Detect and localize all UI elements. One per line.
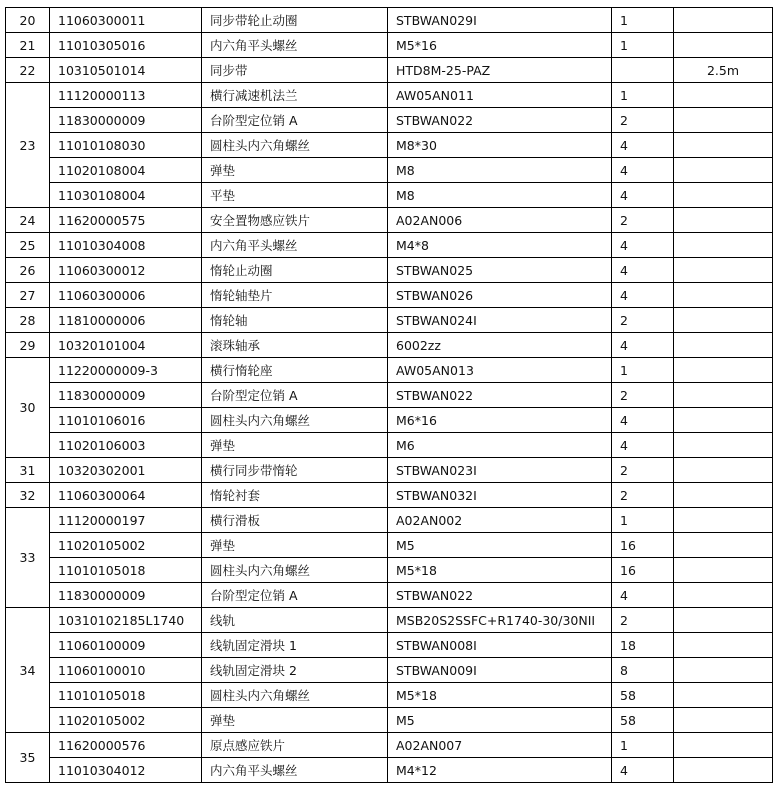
part-name-cell: 横行惰轮座 [202,358,388,383]
part-code-cell: 11020105002 [50,708,202,733]
quantity-cell: 4 [612,158,674,183]
remark-cell [674,483,773,508]
part-name-cell: 圆柱头内六角螺丝 [202,683,388,708]
part-code-cell: 11060100010 [50,658,202,683]
part-name-cell: 原点感应铁片 [202,733,388,758]
part-code-cell: 11010304008 [50,233,202,258]
remark-cell [674,383,773,408]
spec-cell: AW05AN011 [388,83,612,108]
part-name-cell: 圆柱头内六角螺丝 [202,133,388,158]
part-name-cell: 内六角平头螺丝 [202,233,388,258]
remark-cell [674,258,773,283]
part-name-cell: 弹垫 [202,708,388,733]
remark-cell [674,733,773,758]
part-code-cell: 10310102185L1740 [50,608,202,633]
spec-cell: STBWAN009I [388,658,612,683]
part-code-cell: 10310501014 [50,58,202,83]
quantity-cell: 16 [612,558,674,583]
quantity-cell: 2 [612,108,674,133]
part-code-cell: 10320302001 [50,458,202,483]
item-number-cell: 33 [6,508,50,608]
quantity-cell: 4 [612,233,674,258]
item-number-cell: 27 [6,283,50,308]
spec-cell: M6 [388,433,612,458]
table-row [6,258,773,283]
table-row [6,683,773,708]
part-name-cell: 内六角平头螺丝 [202,758,388,783]
table-row [6,358,773,383]
quantity-cell: 58 [612,708,674,733]
quantity-cell: 2 [612,608,674,633]
part-code-cell: 11060300006 [50,283,202,308]
part-name-cell: 横行同步带惰轮 [202,458,388,483]
spec-cell: M8 [388,183,612,208]
table-row [6,33,773,58]
part-name-cell: 内六角平头螺丝 [202,33,388,58]
remark-cell [674,508,773,533]
part-name-cell: 台阶型定位销 A [202,583,388,608]
spec-cell: STBWAN023I [388,458,612,483]
item-number-cell: 21 [6,33,50,58]
part-code-cell: 11620000575 [50,208,202,233]
part-code-cell: 11060300064 [50,483,202,508]
spec-cell: M4*8 [388,233,612,258]
quantity-cell: 58 [612,683,674,708]
spec-cell: M5 [388,708,612,733]
part-code-cell: 11030108004 [50,183,202,208]
spec-cell: STBWAN022 [388,583,612,608]
spec-cell: STBWAN024I [388,308,612,333]
table-row [6,558,773,583]
item-number-cell: 28 [6,308,50,333]
spec-cell: MSB20S2SSFC+R1740-30/30NII [388,608,612,633]
part-code-cell: 11120000197 [50,508,202,533]
part-code-cell: 11810000006 [50,308,202,333]
table-row [6,183,773,208]
remark-cell [674,233,773,258]
table-row [6,458,773,483]
table-row [6,583,773,608]
table-row [6,308,773,333]
remark-cell [674,208,773,233]
parts-list-body [6,8,773,783]
part-code-cell: 11830000009 [50,383,202,408]
item-number-cell: 34 [6,608,50,733]
spec-cell: STBWAN025 [388,258,612,283]
spec-cell: M5*18 [388,683,612,708]
table-row [6,208,773,233]
table-row [6,108,773,133]
part-name-cell: 线轨固定滑块 2 [202,658,388,683]
item-number-cell: 35 [6,733,50,783]
table-row [6,83,773,108]
table-row [6,483,773,508]
spec-cell: STBWAN008I [388,633,612,658]
table-row [6,408,773,433]
remark-cell [674,333,773,358]
quantity-cell: 4 [612,258,674,283]
remark-cell [674,358,773,383]
spec-cell: M5 [388,533,612,558]
spec-cell: STBWAN026 [388,283,612,308]
table-row [6,433,773,458]
quantity-cell [612,58,674,83]
part-name-cell: 惰轮轴 [202,308,388,333]
remark-cell [674,708,773,733]
remark-cell [674,308,773,333]
table-row [6,233,773,258]
part-code-cell: 11020106003 [50,433,202,458]
part-code-cell: 11060300011 [50,8,202,33]
quantity-cell: 18 [612,633,674,658]
quantity-cell: 1 [612,83,674,108]
table-row [6,533,773,558]
spec-cell: A02AN006 [388,208,612,233]
item-number-cell: 24 [6,208,50,233]
part-code-cell: 11020108004 [50,158,202,183]
table-row [6,633,773,658]
item-number-cell: 22 [6,58,50,83]
remark-cell [674,758,773,783]
part-name-cell: 线轨 [202,608,388,633]
spec-cell: M8 [388,158,612,183]
table-row [6,608,773,633]
table-row [6,383,773,408]
spec-cell: M4*12 [388,758,612,783]
item-number-cell: 20 [6,8,50,33]
quantity-cell: 1 [612,508,674,533]
part-name-cell: 横行滑板 [202,508,388,533]
part-name-cell: 滚珠轴承 [202,333,388,358]
part-name-cell: 惰轮止动圈 [202,258,388,283]
remark-cell [674,183,773,208]
table-row [6,8,773,33]
remark-cell [674,608,773,633]
part-name-cell: 弹垫 [202,158,388,183]
table-row [6,758,773,783]
part-name-cell: 圆柱头内六角螺丝 [202,408,388,433]
part-code-cell: 11060300012 [50,258,202,283]
part-code-cell: 11620000576 [50,733,202,758]
remark-cell [674,433,773,458]
item-number-cell: 29 [6,333,50,358]
remark-cell [674,133,773,158]
quantity-cell: 16 [612,533,674,558]
quantity-cell: 4 [612,133,674,158]
part-code-cell: 11830000009 [50,108,202,133]
part-name-cell: 台阶型定位销 A [202,108,388,133]
quantity-cell: 4 [612,433,674,458]
quantity-cell: 2 [612,208,674,233]
part-code-cell: 11010106016 [50,408,202,433]
spec-cell: A02AN007 [388,733,612,758]
item-number-cell: 31 [6,458,50,483]
remark-cell [674,83,773,108]
table-row [6,708,773,733]
quantity-cell: 1 [612,33,674,58]
remark-cell [674,158,773,183]
part-code-cell: 11010105018 [50,558,202,583]
quantity-cell: 4 [612,583,674,608]
part-name-cell: 惰轮轴垫片 [202,283,388,308]
part-code-cell: 11830000009 [50,583,202,608]
quantity-cell: 1 [612,733,674,758]
part-code-cell: 11120000113 [50,83,202,108]
quantity-cell: 4 [612,408,674,433]
quantity-cell: 4 [612,758,674,783]
part-name-cell: 圆柱头内六角螺丝 [202,558,388,583]
part-name-cell: 同步带 [202,58,388,83]
item-number-cell: 26 [6,258,50,283]
part-code-cell: 11010108030 [50,133,202,158]
part-name-cell: 线轨固定滑块 1 [202,633,388,658]
part-code-cell: 11010105018 [50,683,202,708]
table-row [6,133,773,158]
table-row [6,658,773,683]
parts-list-document [5,7,773,783]
part-name-cell: 横行减速机法兰 [202,83,388,108]
spec-cell: STBWAN029I [388,8,612,33]
item-number-cell: 32 [6,483,50,508]
parts-list-table [5,7,773,783]
spec-cell: HTD8M-25-PAZ [388,58,612,83]
table-row [6,508,773,533]
table-row [6,58,773,83]
table-row [6,733,773,758]
part-code-cell: 11010304012 [50,758,202,783]
remark-cell [674,33,773,58]
quantity-cell: 2 [612,383,674,408]
quantity-cell: 1 [612,8,674,33]
part-name-cell: 弹垫 [202,533,388,558]
part-code-cell: 11060100009 [50,633,202,658]
part-code-cell: 11220000009-3 [50,358,202,383]
remark-cell [674,408,773,433]
item-number-cell: 25 [6,233,50,258]
item-number-cell: 30 [6,358,50,458]
remark-cell [674,108,773,133]
spec-cell: STBWAN022 [388,108,612,133]
part-name-cell: 台阶型定位销 A [202,383,388,408]
part-name-cell: 弹垫 [202,433,388,458]
remark-cell [674,683,773,708]
table-row [6,283,773,308]
spec-cell: STBWAN032I [388,483,612,508]
part-name-cell: 同步带轮止动圈 [202,8,388,33]
quantity-cell: 4 [612,283,674,308]
remark-cell [674,583,773,608]
remark-cell [674,633,773,658]
spec-cell: 6002zz [388,333,612,358]
quantity-cell: 2 [612,458,674,483]
spec-cell: A02AN002 [388,508,612,533]
spec-cell: M6*16 [388,408,612,433]
table-row [6,333,773,358]
part-name-cell: 安全置物感应铁片 [202,208,388,233]
quantity-cell: 8 [612,658,674,683]
quantity-cell: 2 [612,483,674,508]
remark-cell [674,8,773,33]
remark-cell: 2.5m [674,58,773,83]
part-name-cell: 惰轮衬套 [202,483,388,508]
remark-cell [674,458,773,483]
table-row [6,158,773,183]
part-code-cell: 11010305016 [50,33,202,58]
spec-cell: M5*16 [388,33,612,58]
spec-cell: AW05AN013 [388,358,612,383]
remark-cell [674,558,773,583]
spec-cell: M5*18 [388,558,612,583]
part-code-cell: 11020105002 [50,533,202,558]
remark-cell [674,658,773,683]
spec-cell: STBWAN022 [388,383,612,408]
remark-cell [674,283,773,308]
part-code-cell: 10320101004 [50,333,202,358]
quantity-cell: 1 [612,358,674,383]
quantity-cell: 2 [612,308,674,333]
remark-cell [674,533,773,558]
item-number-cell: 23 [6,83,50,208]
quantity-cell: 4 [612,333,674,358]
quantity-cell: 4 [612,183,674,208]
part-name-cell: 平垫 [202,183,388,208]
spec-cell: M8*30 [388,133,612,158]
